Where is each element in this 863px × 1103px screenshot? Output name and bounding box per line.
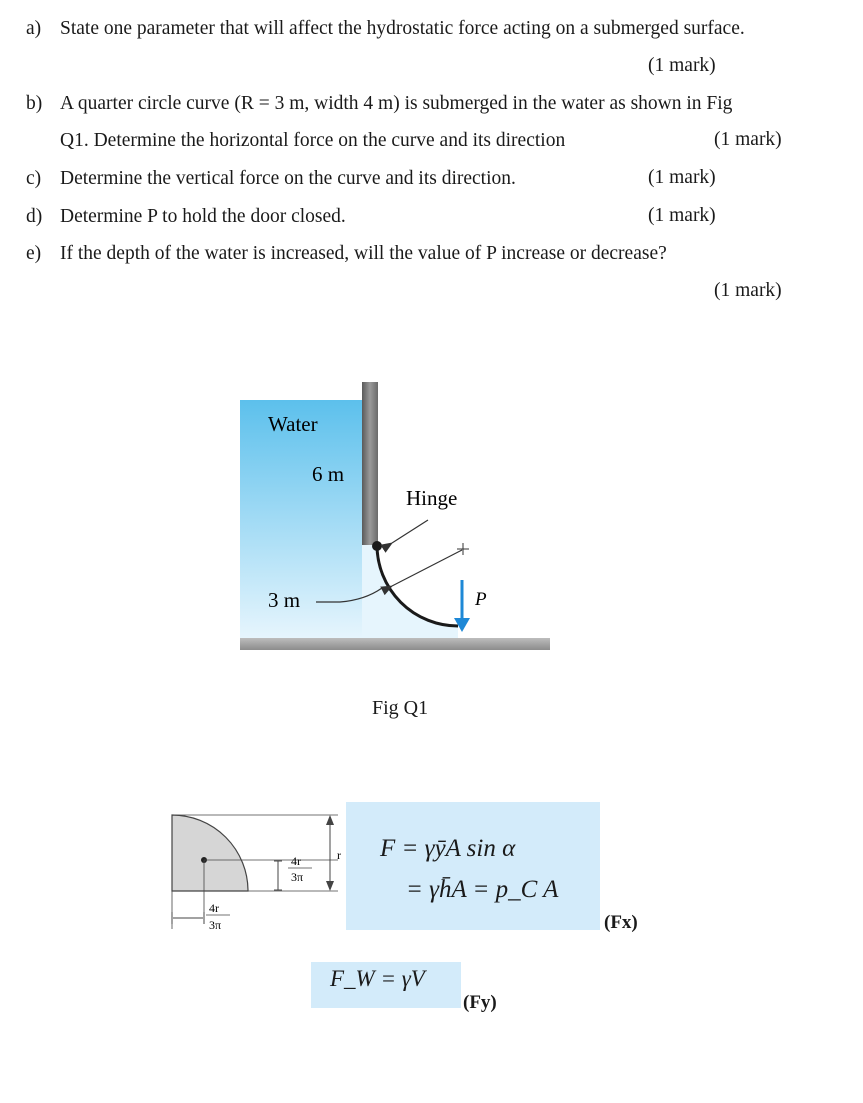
gate-figure bbox=[0, 370, 863, 670]
fx-equation-line2: = γh̄A = p_C A bbox=[406, 876, 559, 903]
mark-a: (1 mark) bbox=[648, 55, 716, 76]
mark-c: (1 mark) bbox=[648, 167, 716, 188]
question-text: Q1. Determine the horizontal force on the curve and its direction bbox=[60, 130, 566, 151]
wall bbox=[362, 382, 378, 545]
horiz-dim-den: 3π bbox=[209, 918, 222, 932]
radius-leader bbox=[392, 550, 462, 586]
question-text: Determine P to hold the door closed. bbox=[60, 206, 346, 227]
question-label: a) bbox=[26, 18, 42, 39]
vert-dim-den: 3π bbox=[291, 870, 304, 884]
question-text: State one parameter that will affect the hydrostatic force acting on a submerged surface. bbox=[60, 18, 745, 39]
fx-equation-box bbox=[346, 802, 600, 930]
question-text: A quarter circle curve (R = 3 m, width 4 m) is submerged in the water as shown in Fig bbox=[60, 93, 733, 114]
question-label: e) bbox=[26, 243, 42, 264]
vert-dim-num: 4r bbox=[291, 854, 301, 868]
hinge-leader bbox=[392, 520, 428, 543]
mark-d: (1 mark) bbox=[648, 205, 716, 226]
question-label: d) bbox=[26, 206, 43, 227]
question-label: b) bbox=[26, 93, 43, 114]
figure-caption: Fig Q1 bbox=[372, 697, 429, 719]
centroid-diagram bbox=[160, 805, 360, 940]
depth-label: 6 m bbox=[312, 462, 345, 486]
fx-tag: (Fx) bbox=[604, 912, 638, 933]
hinge-label: Hinge bbox=[406, 486, 458, 510]
r-label: r bbox=[337, 848, 341, 862]
mark-b: (1 mark) bbox=[714, 129, 782, 150]
force-label: P bbox=[475, 589, 487, 610]
floor bbox=[240, 638, 550, 650]
question-label: c) bbox=[26, 168, 42, 189]
question-text: Determine the vertical force on the curve and its direction. bbox=[60, 168, 516, 189]
r-dimension-arrow-bottom bbox=[326, 881, 334, 891]
fx-equation-line1: F = γȳA sin α bbox=[380, 835, 516, 862]
hinge-pin bbox=[372, 541, 382, 551]
horiz-dim-num: 4r bbox=[209, 901, 219, 915]
question-text: If the depth of the water is increased, will the value of P increase or decrease? bbox=[60, 243, 667, 264]
quarter-circle-area bbox=[172, 815, 248, 891]
water-label: Water bbox=[268, 412, 318, 436]
fy-tag: (Fy) bbox=[463, 992, 497, 1013]
fy-equation: F_W = γV bbox=[330, 966, 425, 991]
r-dimension-arrow-top bbox=[326, 815, 334, 825]
mark-e: (1 mark) bbox=[714, 280, 782, 301]
radius-label: 3 m bbox=[268, 588, 301, 612]
